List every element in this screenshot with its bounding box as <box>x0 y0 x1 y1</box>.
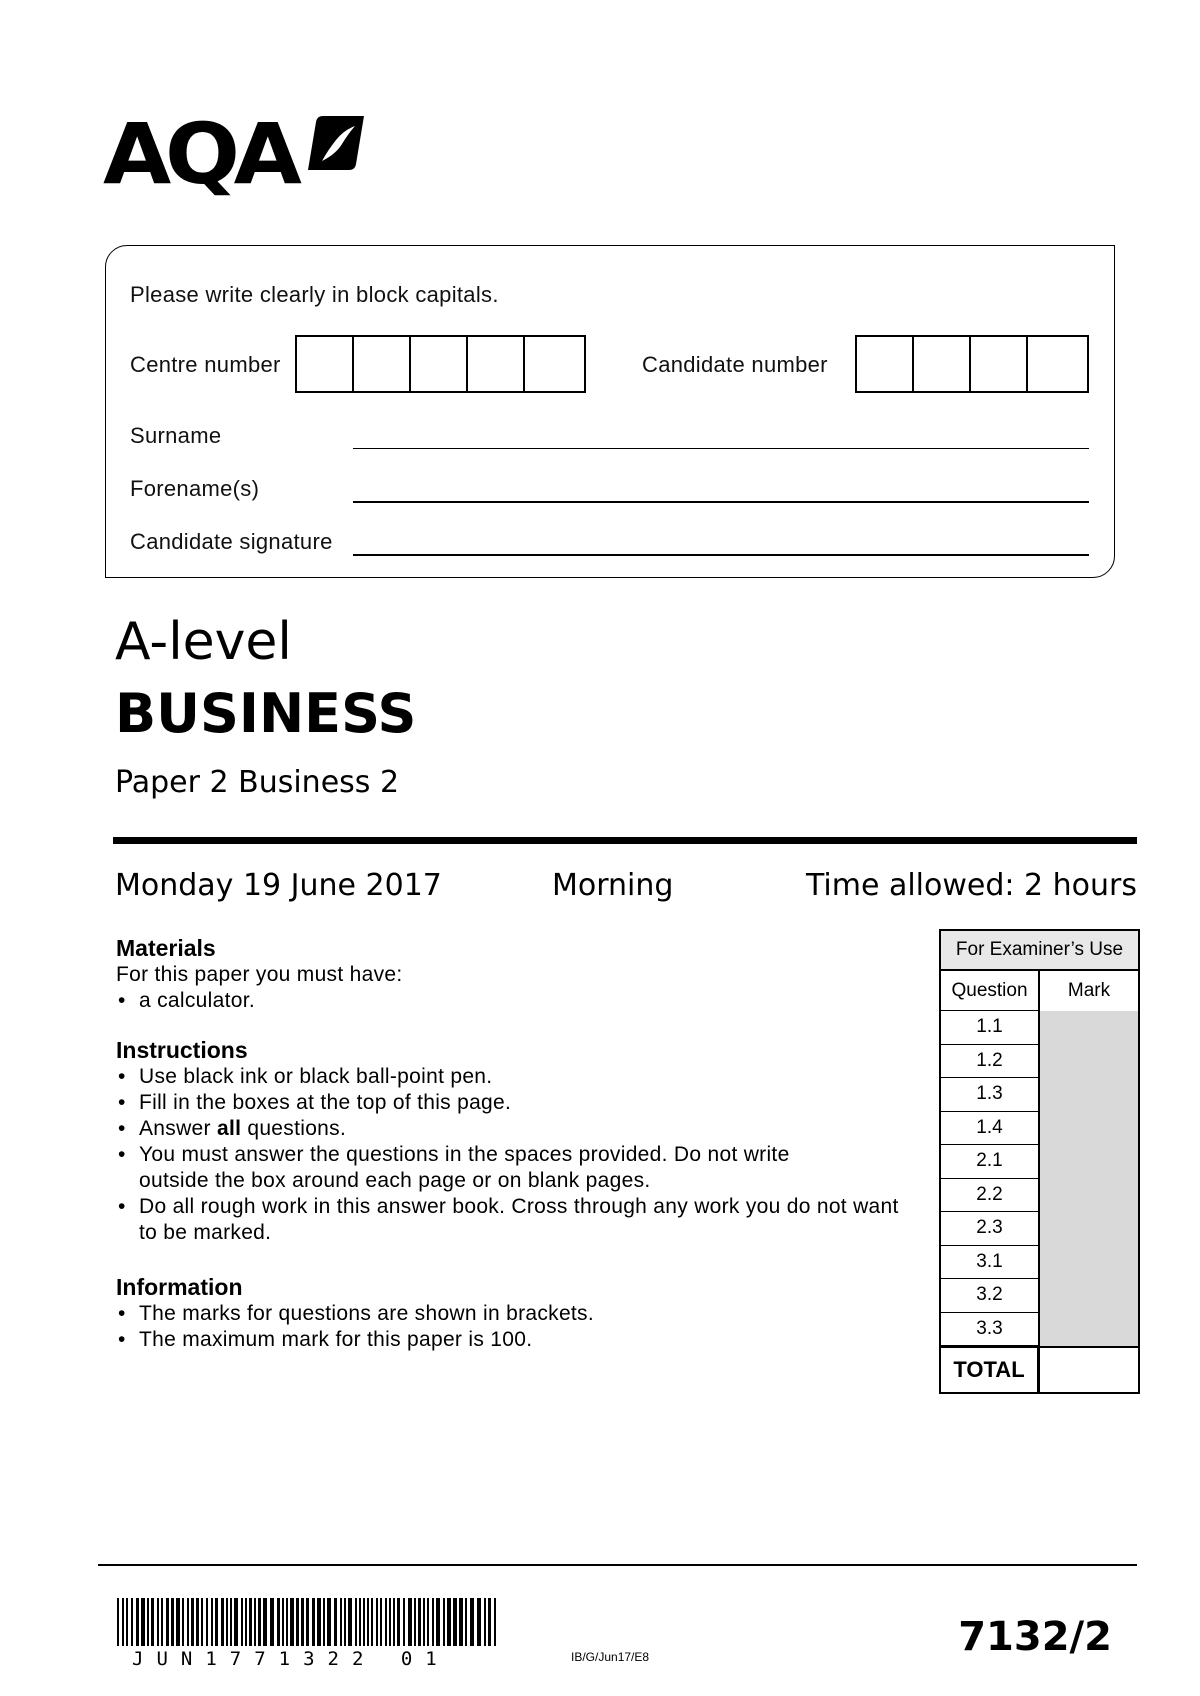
barcode-bar <box>270 1598 274 1646</box>
barcode-bar <box>131 1598 133 1646</box>
barcode-bar <box>234 1598 238 1646</box>
information-section <box>116 1274 916 1353</box>
question-number: 3.2 <box>941 1279 1040 1313</box>
barcode-bar <box>359 1598 361 1646</box>
materials-heading: Materials <box>116 935 216 961</box>
barcode-bar <box>263 1598 267 1646</box>
barcode-bar <box>176 1598 180 1646</box>
barcode-bar <box>230 1598 232 1646</box>
subject-title: BUSINESS <box>115 682 417 745</box>
instruction-item: • Use black ink or black ball-point pen. <box>116 1064 906 1090</box>
mark-cell <box>1040 1246 1138 1280</box>
barcode-bar <box>323 1598 325 1646</box>
barcode-bar <box>166 1598 169 1646</box>
barcode-bar <box>436 1598 440 1646</box>
barcode-bar <box>161 1598 163 1646</box>
barcode-bar <box>403 1598 405 1646</box>
barcode-bar <box>277 1598 280 1646</box>
examiner-table-title: For Examiner’s Use <box>941 931 1138 971</box>
barcode-bar <box>423 1598 425 1646</box>
information-heading: Information <box>116 1274 243 1300</box>
barcode-bar <box>459 1598 463 1646</box>
barcode-bar <box>397 1598 400 1646</box>
question-number: 3.1 <box>941 1246 1040 1280</box>
barcode-digits: JUN1771322 01 <box>132 1648 450 1670</box>
barcode-bar <box>465 1598 467 1646</box>
information-item: • The marks for questions are shown in brackets. <box>116 1301 916 1327</box>
question-column-header: Question <box>941 971 1040 1011</box>
candidate-digit-box[interactable] <box>971 337 1028 391</box>
table-row <box>941 1212 1138 1246</box>
total-mark-cell <box>1040 1348 1138 1392</box>
barcode-bar <box>376 1598 378 1646</box>
table-row <box>941 1145 1138 1179</box>
barcode-bar <box>470 1598 474 1646</box>
title-divider <box>113 837 1137 844</box>
leaf-icon <box>308 114 364 170</box>
barcode-bar <box>477 1598 481 1646</box>
barcode-bar <box>254 1598 256 1646</box>
examiner-use-table <box>939 929 1140 1394</box>
centre-number-label: Centre number <box>130 352 281 377</box>
mark-cell <box>1040 1212 1138 1246</box>
paper-reference: IB/G/Jun17/E8 <box>571 1650 650 1664</box>
table-row <box>941 1313 1138 1347</box>
barcode-bar <box>484 1598 486 1646</box>
question-number: 1.4 <box>941 1112 1040 1146</box>
barcode-bar <box>367 1598 369 1646</box>
barcode-bar <box>363 1598 365 1646</box>
barcode-bar <box>136 1598 139 1646</box>
barcode-bar <box>182 1598 184 1646</box>
surname-line[interactable] <box>353 448 1089 449</box>
instructions-heading: Instructions <box>116 1037 248 1063</box>
barcode-bar <box>355 1598 357 1646</box>
barcode-bar <box>226 1598 228 1646</box>
barcode-bar <box>290 1598 294 1646</box>
time-allowed: Time allowed: 2 hours <box>805 868 1137 903</box>
barcode-bar <box>371 1598 373 1646</box>
paper-title: Paper 2 Business 2 <box>115 765 400 800</box>
table-row <box>941 1179 1138 1213</box>
qualification-level: A-level <box>115 612 292 672</box>
exam-date: Monday 19 June 2017 <box>115 868 442 903</box>
barcode-bar <box>117 1598 119 1646</box>
barcode-bar <box>282 1598 284 1646</box>
candidate-digit-box[interactable] <box>1028 337 1085 391</box>
paper-code: 7132/2 <box>958 1614 1112 1660</box>
barcode-bar <box>414 1598 416 1646</box>
instruction-item: • You must answer the questions in the spaces provided. Do not write outside the box around each page or on blank pages. <box>116 1142 906 1194</box>
materials-intro: For this paper you must have: <box>116 963 403 986</box>
barcode-bar <box>296 1598 299 1646</box>
barcode-bar <box>157 1598 159 1646</box>
mark-column-header: Mark <box>1040 971 1138 1011</box>
table-row <box>941 1011 1138 1045</box>
barcode-bar <box>171 1598 174 1646</box>
aqa-logo <box>103 105 296 203</box>
centre-digit-box[interactable] <box>354 337 411 391</box>
barcode-bar <box>447 1598 451 1646</box>
barcode-bar <box>221 1598 224 1646</box>
centre-digit-box[interactable] <box>411 337 468 391</box>
barcode-bar <box>340 1598 342 1646</box>
forenames-line[interactable] <box>353 501 1089 503</box>
instructions-section <box>116 1037 906 1246</box>
barcode-bar <box>380 1598 382 1646</box>
barcode-bar <box>488 1598 491 1646</box>
question-number: 1.1 <box>941 1011 1040 1045</box>
mark-cell <box>1040 1179 1138 1213</box>
barcode-bar <box>141 1598 145 1646</box>
candidate-digit-box[interactable] <box>914 337 971 391</box>
centre-digit-box[interactable] <box>297 337 354 391</box>
barcode-bar <box>301 1598 304 1646</box>
table-row <box>941 1112 1138 1146</box>
mark-cell <box>1040 1045 1138 1079</box>
examiner-table-header <box>941 971 1138 1011</box>
instruction-item <box>116 1116 906 1142</box>
table-row <box>941 1078 1138 1112</box>
question-number: 3.3 <box>941 1313 1040 1347</box>
question-number: 1.3 <box>941 1078 1040 1112</box>
question-number: 2.1 <box>941 1145 1040 1179</box>
barcode-bar <box>334 1598 337 1646</box>
barcode-bar <box>408 1598 412 1646</box>
barcode-bar <box>126 1598 128 1646</box>
barcode-bar <box>201 1598 203 1646</box>
candidate-number-boxes[interactable] <box>855 335 1089 393</box>
barcode-bar <box>211 1598 213 1646</box>
barcode-bar <box>494 1598 496 1646</box>
table-row <box>941 1279 1138 1313</box>
signature-line[interactable] <box>353 554 1089 556</box>
barcode-bar <box>317 1598 321 1646</box>
barcode-bar <box>327 1598 331 1646</box>
surname-label: Surname <box>130 423 222 448</box>
footer-divider <box>98 1564 1137 1566</box>
total-row <box>941 1346 1138 1392</box>
exam-session: Morning <box>552 868 674 903</box>
barcode-bar <box>286 1598 288 1646</box>
barcode-bar <box>432 1598 434 1646</box>
barcode-icon <box>117 1598 497 1648</box>
information-item: • The maximum mark for this paper is 100. <box>116 1327 916 1353</box>
instruction-emphasis: all <box>216 1117 242 1140</box>
barcode-bar <box>427 1598 429 1646</box>
centre-digit-box[interactable] <box>525 337 582 391</box>
block-capitals-instruction: Please write clearly in block capitals. <box>130 282 499 307</box>
barcode-bar <box>418 1598 421 1646</box>
barcode-bar <box>245 1598 247 1646</box>
centre-digit-box[interactable] <box>468 337 525 391</box>
barcode-bar <box>389 1598 391 1646</box>
barcode-bar <box>258 1598 261 1646</box>
total-label: TOTAL <box>941 1348 1040 1392</box>
mark-cell <box>1040 1011 1138 1045</box>
barcode-bar <box>443 1598 445 1646</box>
barcode-bar <box>393 1598 395 1646</box>
signature-label: Candidate signature <box>130 529 333 554</box>
barcode-bar <box>122 1598 124 1646</box>
instruction-text: questions. <box>241 1117 347 1140</box>
barcode-bar <box>306 1598 309 1646</box>
mark-cell <box>1040 1078 1138 1112</box>
materials-item: • a calculator. <box>116 988 916 1014</box>
centre-number-boxes[interactable] <box>295 335 586 393</box>
barcode-bar <box>215 1598 218 1646</box>
forenames-label: Forename(s) <box>130 476 260 501</box>
barcode-bar <box>312 1598 315 1646</box>
barcode-bar <box>348 1598 352 1646</box>
barcode-bar <box>196 1598 199 1646</box>
mark-cell <box>1040 1279 1138 1313</box>
instruction-item: • Fill in the boxes at the top of this page. <box>116 1090 906 1116</box>
materials-section <box>116 935 916 1014</box>
question-number: 2.2 <box>941 1179 1040 1213</box>
barcode-bar <box>206 1598 208 1646</box>
mark-cell <box>1040 1112 1138 1146</box>
barcode-bar <box>344 1598 346 1646</box>
logo-text: AQA <box>103 105 296 203</box>
barcode-bar <box>385 1598 387 1646</box>
barcode-bar <box>249 1598 252 1646</box>
instruction-item: • Do all rough work in this answer book. Cross through any work you do not want to be marked. <box>116 1194 906 1246</box>
table-row <box>941 1045 1138 1079</box>
instruction-text: Answer <box>139 1117 217 1140</box>
question-number: 2.3 <box>941 1212 1040 1246</box>
barcode-bar <box>147 1598 149 1646</box>
mark-cell <box>1040 1145 1138 1179</box>
table-row <box>941 1246 1138 1280</box>
mark-cell <box>1040 1313 1138 1347</box>
barcode-bar <box>241 1598 243 1646</box>
barcode-bar <box>453 1598 457 1646</box>
candidate-number-label: Candidate number <box>642 352 828 377</box>
barcode-bar <box>151 1598 154 1646</box>
question-number: 1.2 <box>941 1045 1040 1079</box>
barcode-bar <box>191 1598 194 1646</box>
candidate-digit-box[interactable] <box>857 337 914 391</box>
barcode-bar <box>187 1598 189 1646</box>
